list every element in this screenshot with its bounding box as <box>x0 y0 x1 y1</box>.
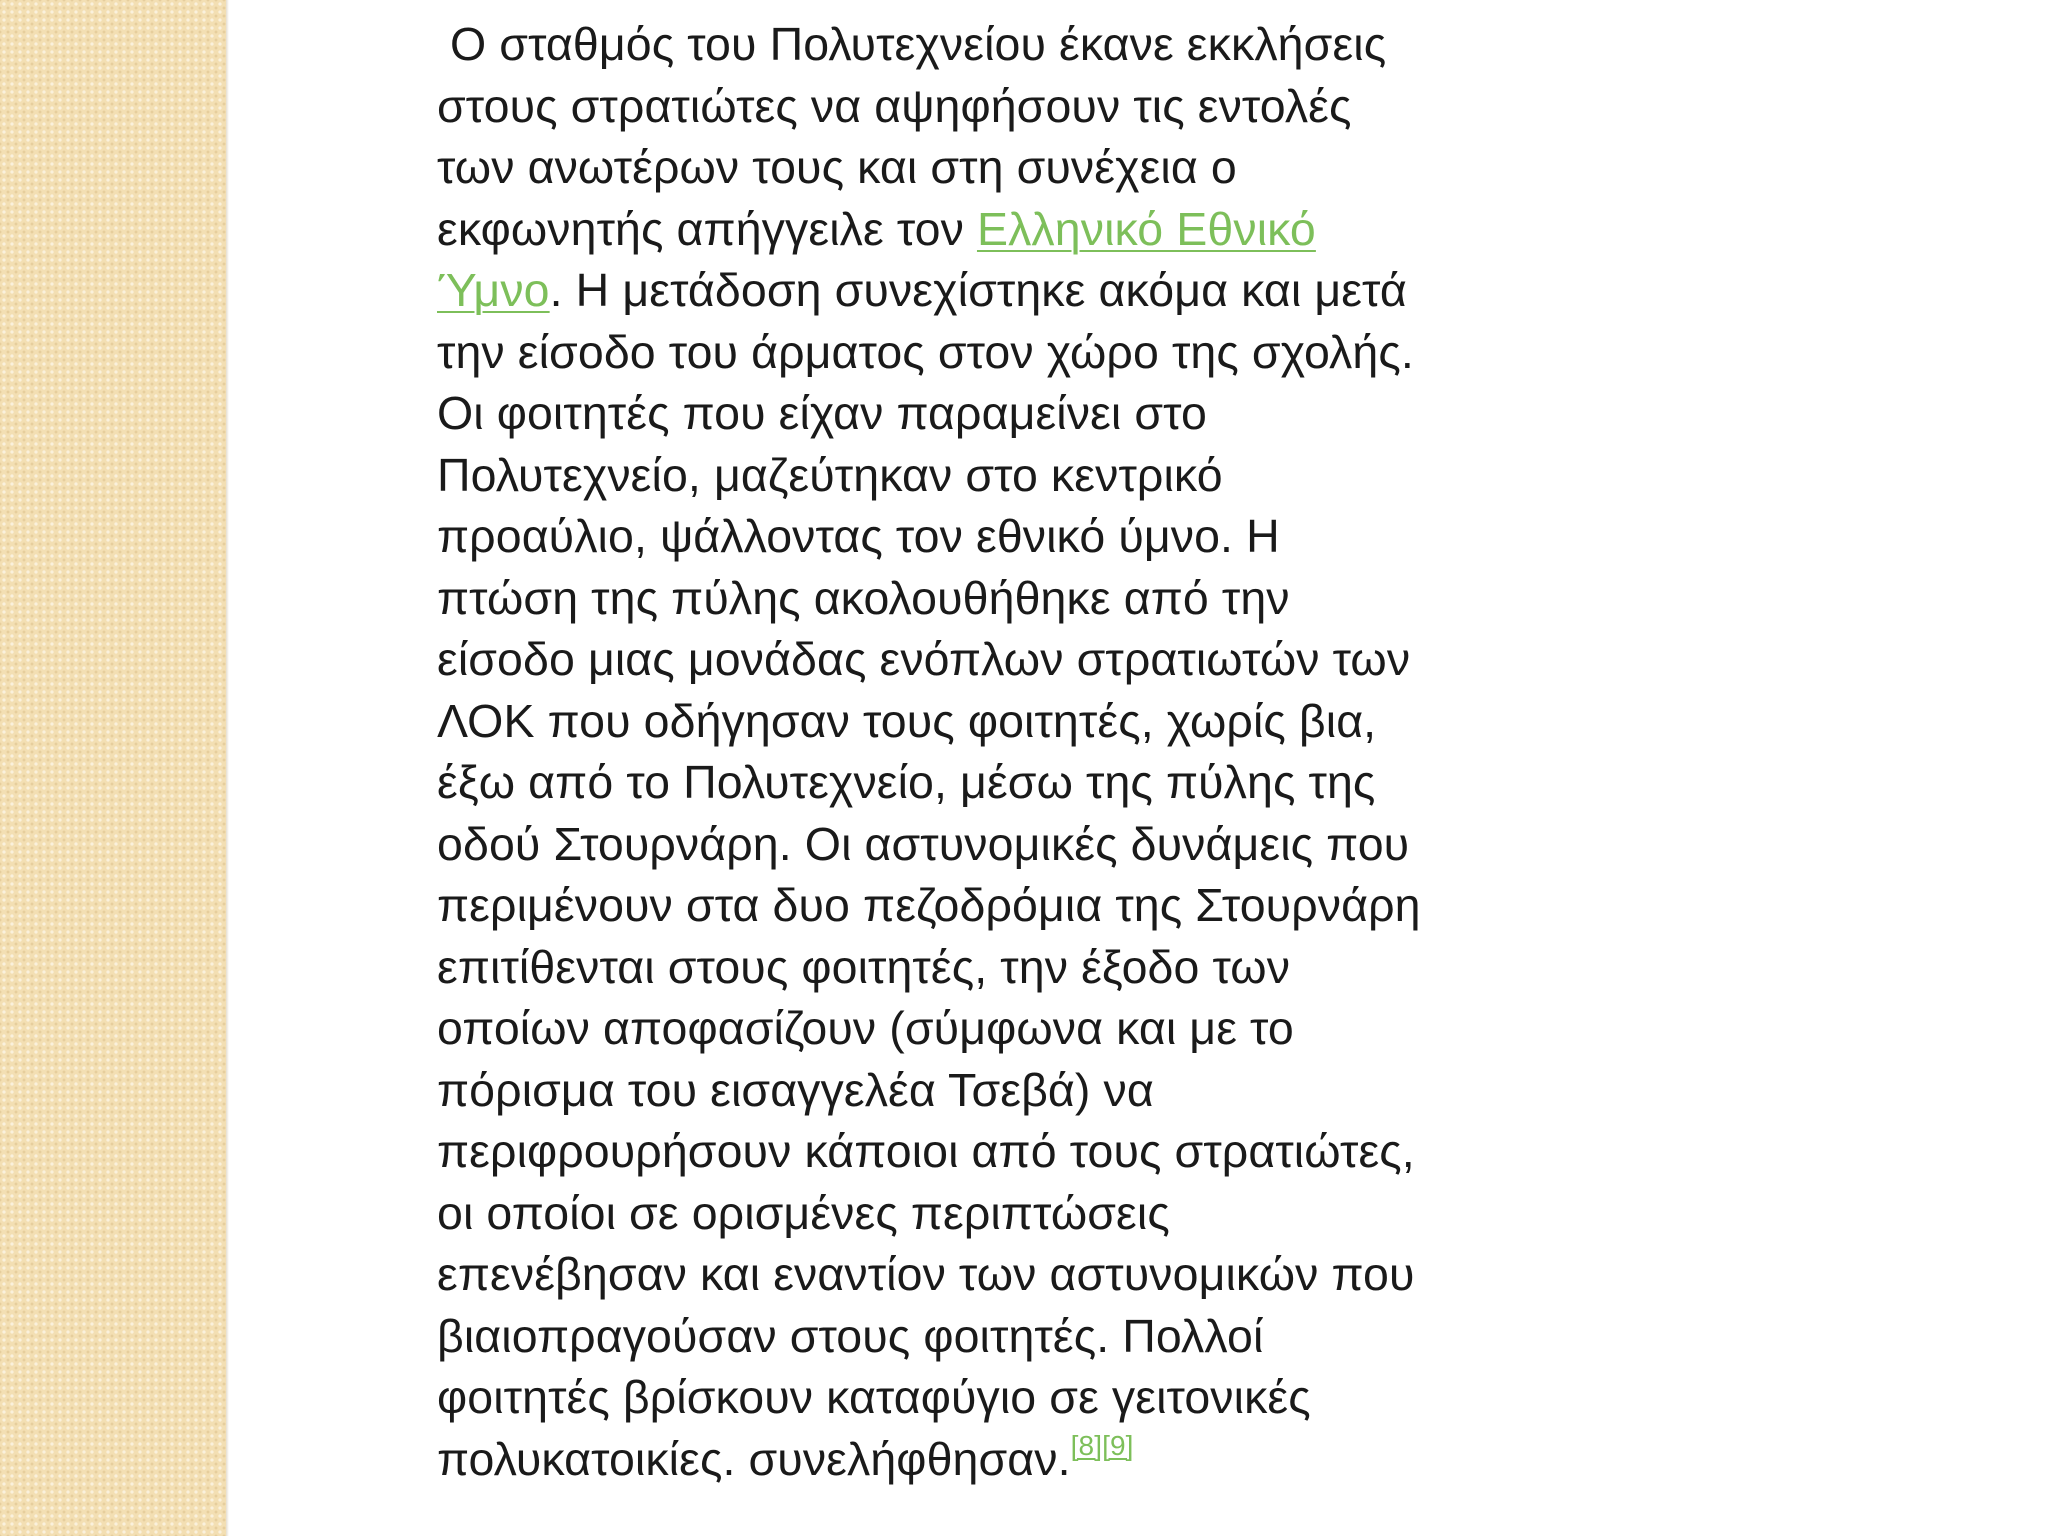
text-line: έξω από το Πολυτεχνείο, μέσω της πύλης της <box>437 756 1376 808</box>
text-line: βιαιοπραγούσαν στους φοιτητές. Πολλοί <box>437 1309 1264 1362</box>
text-line: είσοδο μιας μονάδας ενόπλων στρατιωτών των <box>437 633 1411 685</box>
reference-links[interactable]: [8][9] <box>1070 1429 1134 1461</box>
text-line: ΛΟΚ που οδήγησαν τους φοιτητές, χωρίς βια, <box>437 694 1377 747</box>
decorative-side-strip <box>0 0 226 1536</box>
text-line: επιτίθενται στους φοιτητές, την έξοδο των <box>437 940 1291 993</box>
text-line: Οι φοιτητές που είχαν παραμείνει στο <box>437 387 1207 439</box>
text-line: φοιτητές βρίσκουν καταφύγιο σε γειτονικές <box>437 1371 1311 1423</box>
text-segment: . Η μετάδοση συνεχίστηκε ακόμα και μετά <box>549 264 1407 316</box>
text-line: προαύλιο, ψάλλοντας τον εθνικό ύμνο. Η <box>437 510 1280 562</box>
text-line: των ανωτέρων τους και στη συνέχεια ο <box>437 141 1237 193</box>
paragraph-text-block <box>437 14 1547 1490</box>
text-line: πτώση της πύλης ακολουθήθηκε από την <box>437 571 1290 624</box>
text-line: την είσοδο του άρματος στον χώρο της σχολής. <box>437 325 1414 378</box>
text-line: Πολυτεχνείο, μαζεύτηκαν στο κεντρικό <box>437 448 1223 501</box>
text-line: οι οποίοι σε ορισμένες περιπτώσεις <box>437 1186 1170 1239</box>
text-line: Ο σταθμός του Πολυτεχνείου έκανε εκκλήσεις <box>437 18 1387 70</box>
text-line: στους στρατιώτες να αψηφήσουν τις εντολές <box>437 79 1352 132</box>
greek-national-anthem-link[interactable]: Ελληνικό Εθνικό <box>976 202 1316 255</box>
text-segment: πολυκατοικίες. συνελήφθησαν. <box>437 1432 1071 1485</box>
text-line: επενέβησαν και εναντίον των αστυνομικών που <box>437 1248 1415 1300</box>
text-line-with-link <box>437 260 1547 322</box>
text-line: οδού Στουρνάρη. Οι αστυνομικές δυνάμεις που <box>437 817 1410 870</box>
text-segment: εκφωνητής απήγγειλε τον <box>437 202 977 255</box>
side-strip-edge <box>226 0 229 1536</box>
text-line-with-link <box>437 199 1547 261</box>
text-line: περιφρουρήσουν κάποιοι από τους στρατιώτες, <box>437 1125 1415 1177</box>
text-line: οποίων αποφασίζουν (σύμφωνα και με το <box>437 1002 1294 1054</box>
text-line: πόρισμα του εισαγγελέα Τσεβά) να <box>437 1063 1154 1116</box>
text-line: περιμένουν στα δυο πεζοδρόμια της Στουρνάρη <box>437 879 1421 931</box>
greek-national-anthem-link-continued[interactable]: Ύμνο <box>437 264 550 316</box>
text-line-with-reference <box>437 1429 1547 1491</box>
